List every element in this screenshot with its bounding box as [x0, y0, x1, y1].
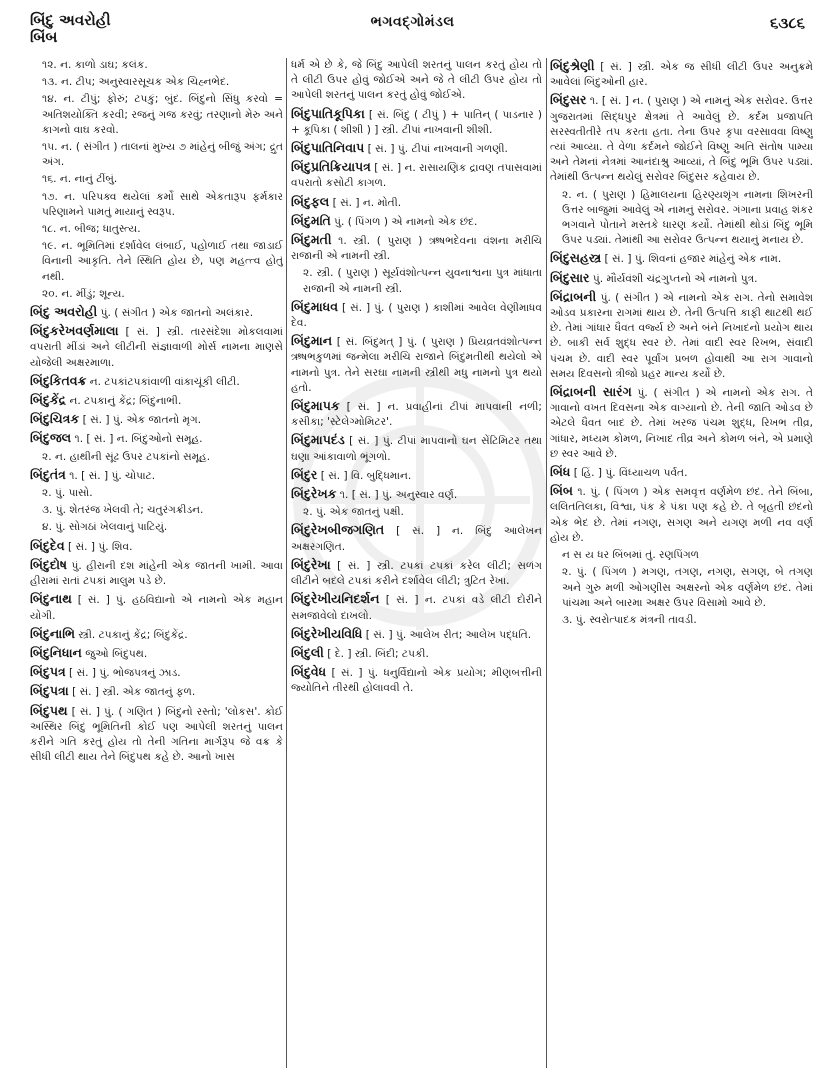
entry-sense	[30, 486, 283, 501]
entry-text: ૧૮. ન. બીજ; ધાતુસ્ત્ય.	[42, 223, 141, 236]
dictionary-entry	[291, 194, 542, 211]
dictionary-entry	[291, 664, 542, 696]
entry-text: [ સં. ] પું. ધનુર્વિદ્યાનો એક પ્રયોગ; મીણબત્તીની જ્યોતિને તીરથી હોલાવવી તે.	[291, 667, 542, 695]
entry-text: [ સં. ] પું. ટીપાં નાખવાની ગળણી.	[364, 143, 508, 156]
entry-text: પું. ( સંગીત ) એક જાતનો અલંકાર.	[97, 307, 254, 320]
entry-text: ૧૪. ન. ટીપું; ફોરું; ટપકું; બુંદ. બિંદુનો સિંધુ કરવો = અતિશયોક્તિ કરવી; રજનું ગજ કરવું; તરણાનો મેરુ અને કાગનો વાઘ કરવો.	[42, 93, 283, 136]
dictionary-entry	[30, 626, 283, 643]
dictionary-entry	[30, 467, 283, 484]
entry-text: ૧૫. ન. ( સંગીત ) તાલનાં મુખ્ય ૭ માંહેનું બીજું અંગ; દ્રુત અંગ.	[42, 141, 283, 169]
entry-sense	[30, 190, 283, 220]
headword: બિંદુપ્રતિક્રિયાપત્ર	[291, 159, 371, 175]
entry-text: ૧૯. ન. ભૂમિતિમાં દર્શાવેલ લંબાઈ, પહોળાઈ તથા જાડાઈ વિનાની આકૃતિ. તેને સ્થિતિ હોય છે, પણ મહત્ત્વ હોતું નથી.	[42, 240, 283, 283]
entry-text: ૩. પું. સ્વરોત્પાદક મંત્રની તાવડી.	[562, 613, 697, 626]
entry-sense	[30, 239, 283, 285]
entry-text: પું. ( પિંગળ ) એ નામનો એક છંદ.	[330, 215, 478, 228]
entry-text: [ સં. ] ન. રાસાયણિક દ્રાવણ તપાસવામાં વપરાતો કસોટી કાગળ.	[291, 162, 542, 190]
headword: બિંદુમતિ	[291, 212, 331, 228]
entry-text: [ સં. ] ન. મોતી.	[329, 196, 402, 209]
entry-text: સ્ત્રી. ટપકાનું કેંદ્ર; બિંદુકેંદ્ર.	[75, 628, 188, 641]
entry-text: [ સં. બિંદુમત્ ] પું. ( પુરાણ ) પ્રિયવ્રતવંશોત્પન્ન ઋષભકુળમાં જન્મેલા મરીચિ રાજાને બિંદુમતીથી થયેલો એ નામનો પુત્ર. તેને સરઘા નામની સ્ત્રીથી મધુ નામનો પુત્ર થયો હતો.	[291, 336, 542, 394]
entry-text: [ હિં. ] પું. વિંધ્યાચળ પર્વત.	[570, 467, 688, 480]
entry-sense	[550, 613, 813, 628]
entry-text: ૧. [ સં. ] પું. ચોપાટ.	[65, 469, 156, 482]
page-number: ૬૩૮૬	[769, 14, 805, 32]
entry-text: ૧૨. ન. કાળો ડાઘ; કલંક.	[42, 59, 148, 71]
dictionary-entry	[30, 411, 283, 428]
entry-text: [ સં. ] પું. હઠવિદ્યાનો એ નામનો એક મહાન યોગી.	[30, 594, 283, 622]
entry-sense	[291, 266, 542, 296]
entry-sense	[30, 58, 283, 73]
headword: બિંદુસર	[550, 92, 587, 108]
entry-text: [ સં. ] સ્ત્રી. એક જ સીધી લીટી ઉપર અનુક્રમે આવેલાં બિંદુઓની હાર.	[550, 61, 813, 89]
entry-text: ધર્મ એ છે કે, જે બિંદુ આપેલી શરતનું પાલન કરતું હોય તો તે લીટી ઉપર હોવું જોઈએ અને જે તે લીટી ઉપર હોય તો આપેલી શરતનું પાલન કરતું હોવું જોઈએ.	[291, 59, 542, 102]
dictionary-entry	[30, 538, 283, 555]
entry-text: [ સં. ] પું. ભોજપત્રનું ઝાડ.	[65, 667, 181, 680]
dictionary-entry	[291, 232, 542, 264]
dictionary-entry	[291, 213, 542, 230]
column-2	[291, 58, 542, 1074]
headword: બિંદુનાભિ	[30, 625, 76, 641]
entry-text: [ સં. ] સ્ત્રી. ટપકાં ટપકાં કરેલ લીટી; સળંગ લીટીને બદલે ટપકાં કરીને દર્શાવેલ લીટી; ત્રુટિત રેખા.	[291, 559, 542, 588]
entry-text: [ દે. ] સ્ત્રી. બિંદી; ટપકી.	[323, 647, 429, 660]
page-header	[0, 0, 825, 54]
headword: બિંદુ અવરોહી	[30, 304, 98, 320]
entry-text: ૧. [ સં. ] પું. અનુસ્વાર વર્ણ.	[336, 489, 458, 502]
dictionary-entry	[291, 398, 542, 430]
dictionary-entry	[291, 159, 542, 191]
dictionary-entry	[291, 522, 542, 554]
dictionary-entry	[550, 289, 813, 382]
dictionary-entry	[291, 486, 542, 503]
entry-text: પું. ( સંગીત ) એ નામનો એક રાગ. તે ગાવાનો વખત દિવસના એક વાગ્યાનો છે. તેની જાતિ ઓડવ છે એટલે ધૈવત બાદ છે. તેમાં ખરજ પંચમ શુદ્ધ, રિખભ તીવ્ર, ગાંધાર, મધ્યમ કોમળ, નિખાદ તીવ્ર અને કોમળ બંને, એ પ્રમાણે છ સ્વર આવે છે.	[550, 387, 813, 460]
entry-text: [ સં. ] સ્ત્રી. તારસંદેશા મોકલવામાં વપરાતી મીંડાં અને લીટીની સંજ્ઞાવાળી મોર્સ નામના માણસે યોજેલી અક્ષરમાળા.	[30, 326, 283, 369]
headword: બિંદુમાપક	[291, 398, 340, 414]
headword: બિંદુવેધ	[291, 664, 327, 680]
entry-text: [ સં. ] સ્ત્રી. એક જાતનું ફળ.	[68, 686, 196, 699]
column-divider	[546, 58, 547, 1068]
dictionary-entry	[30, 373, 283, 390]
entry-sense	[30, 92, 283, 138]
entry-text: [ સં. ] પું. એક જાતનો મૃગ.	[79, 414, 202, 427]
headword: બિંબ	[550, 483, 573, 499]
dictionary-entry	[291, 645, 542, 662]
entry-sense	[30, 450, 283, 465]
headword: બિંદુજલ	[30, 430, 72, 446]
guide-words	[30, 12, 111, 46]
entry-text: ૨૦. ન. મીંડું; શૂન્ય.	[42, 287, 125, 300]
dictionary-entry	[291, 299, 542, 331]
headword: બિંદુપત્ર	[30, 664, 66, 680]
entry-text: [ સં. ] પું. શિવનાં હજાર માંહેનું એક નામ.	[601, 253, 782, 266]
dictionary-entry	[291, 467, 542, 484]
entry-sense	[30, 503, 283, 518]
dictionary-entry	[291, 333, 542, 396]
entry-text: [ સં. ] ન. ટપકાં વડે લીટી દોરીને સમજાવેલો દાખલો.	[291, 594, 542, 622]
entry-text: [ સં. ] ન. બિંદુ આલેખન અક્ષરગણિત.	[291, 525, 542, 553]
headword: બિંદ્રાબની સારંગ	[550, 384, 632, 400]
entry-text: ૧૭. ન. પરિપક્વ થયેલાં કર્મો સાથે એકતારૂપ ફર્મકાર પરિણામને પામતું માયાનું સ્વરૂપ.	[42, 190, 283, 218]
dictionary-entry	[550, 92, 813, 185]
entry-text: પું. હીરાની દશ માંહેની એક જાતની ખામી. આવા હીરામાં રાતાં ટપકાં માલુમ પડે છે.	[30, 559, 283, 588]
dictionary-entry	[291, 626, 542, 643]
headword: બિંદુનાથ	[30, 591, 72, 607]
dictionary-entry	[30, 430, 283, 447]
headword: બિંદુરેખક	[291, 486, 337, 502]
headword: બિંદુર	[291, 466, 318, 482]
dictionary-entry	[30, 683, 283, 700]
headword: બિંદુરેખબીજગણિત	[291, 522, 385, 538]
headword: બિંદુપાતિનિવાપ	[291, 140, 365, 156]
entry-text: [ સં. બિંદુ ( ટીપું ) + પાતિન્ ( પાડનાર ) + કૂપિકા ( શીશી ) ] સ્ત્રી. ટીપાં નાખવાની શીશી.	[291, 108, 542, 136]
entry-text: ૨. સ્ત્રી. ( પુરાણ ) સૂર્યવંશોત્પન્ન યુવનાશ્વના પુત્ર માંધાતા રાજાની એ નામની સ્ત્રી.	[303, 267, 542, 295]
entry-text: ૨. પું. ( પિંગળ ) મગણ, તગણ, નગણ, સગણ, બે તગણ અને ગુરુ મળી ઓગણીસ અક્ષરનો એક વર્ણમેળ છંદ. તેમાં પાંચમા અને બારમા અક્ષર ઉપર વિસામો આવે છે.	[562, 566, 813, 609]
entry-sense	[30, 140, 283, 170]
entry-text: ૧. પું. ( પિંગળ ) એક સમવૃત્ત વર્ણમેળ છંદ. તેને બિંબા, લલિતતિલકા, વિશ્વા, પંક કે પંકા પણ કહે છે. તે બૃહતી છંદનો એક ભેદ છે. તેમાં નગણ, સગણ અને યગણ મળી નવ વર્ણ હોય છે.	[550, 486, 813, 544]
entry-text: પું. મૌર્યવંશી ચંદ્રગુપ્તનો એ નામનો પુત્ર.	[589, 272, 758, 285]
headword: બિંદુરેખીયવિધિ	[291, 625, 363, 641]
entry-sense	[30, 287, 283, 302]
entry-text: [ સં. ] ન. પ્રવાહીનાં ટીપાં માપવાની નળી; કસીકા; 'સ્ટેલેગ્મોમિટર'.	[291, 401, 542, 429]
entry-text: પું. ( સંગીત ) એ નામનો એક રાગ. તેનો સમાવેશ ઓડવ પ્રકારના રાગમાં થાય છે. તેની ઉત્પત્તિ કાફી થાટથી થઈ છે. તેમાં ગાંધાર ધૈવત વર્જ્ય છે અને બંને નિખાદનો પ્રયોગ થાય છે. બાકી સર્વ શુદ્ધ સ્વર છે. તેમાં વાદી સ્વર રિખભ, સંવાદી પંચમ છે. વાદી સ્વર પૂર્વાંગ પ્રબળ હોવાથી આ રાગ ગાવાનો સમય દિવસનો ત્રીજો પ્રહર માન્ય કર્યો છે.	[550, 291, 813, 380]
headword: બિંદ્રાબની	[550, 288, 597, 304]
entry-sense	[30, 520, 283, 535]
headword: બિંદુકેંદ્ર	[30, 392, 67, 408]
dictionary-entry	[30, 304, 283, 321]
entry-text: ન. ટપકાનું કેંદ્ર; બિંદુનાભી.	[66, 395, 182, 408]
headword: બિંદુરેખા	[291, 556, 331, 572]
headword: બિંદુમાધવ	[291, 298, 339, 314]
dictionary-entry	[291, 591, 542, 623]
headword: બિંદુમાન	[291, 333, 333, 349]
entry-text: ૨. પું. એક જાતનું પક્ષી.	[303, 506, 404, 519]
entry-text: [ સં. ] પું. ( પુરાણ ) કાશીમાં આવેલ વેણીમાધવ દેવ.	[291, 301, 542, 330]
headword: બિંદુપથ	[30, 702, 68, 718]
entry-text: ૨. પું. પાસો.	[42, 487, 93, 500]
headword: બિંદુકરેખવર્ણમાલા	[30, 323, 119, 339]
entry-sense	[550, 188, 813, 249]
dictionary-entry	[30, 557, 283, 589]
headword: બિંદુમાપદંડ	[291, 432, 345, 448]
dictionary-entry	[550, 384, 813, 462]
column-3	[550, 58, 813, 1074]
headword: બિંદુતંત્ર	[30, 466, 66, 482]
entry-text: ૧૩. ન. ટીપ; અનુસ્વારસૂચક એક ચિહ્નભેદ.	[42, 76, 230, 89]
entry-sense	[291, 58, 542, 104]
entry-sense	[291, 505, 542, 520]
entry-text: ન. ટપકાંટપકાંવાળી વાંકાચૂંકી લીટી.	[86, 375, 240, 388]
entry-text: ન સ ય ધર બિંબમાં તું. રણપિંગળ	[562, 549, 700, 562]
dictionary-entry	[550, 58, 813, 90]
entry-sense	[30, 172, 283, 187]
headword: બિંદુપત્રા	[30, 683, 69, 699]
dictionary-entry	[291, 432, 542, 464]
dictionary-entry	[30, 664, 283, 681]
dictionary-entry	[30, 591, 283, 623]
entry-text: [ સં. ] પું. આલેખ રીત; આલેખ પદ્ધતિ.	[362, 628, 532, 641]
guide-word-second: બિંબ	[30, 28, 58, 46]
dictionary-entry	[30, 392, 283, 409]
entry-sense	[30, 222, 283, 237]
headword: બિંદુફલ	[291, 193, 330, 209]
entry-sense	[550, 565, 813, 611]
entry-sense	[550, 548, 813, 563]
entry-text: ૧. [ સં. ] ન. ( પુરાણ ) એ નામનું એક સરોવર. ઉત્તર ગુજરાતમાં સિદ્ધપુર ક્ષેત્રમાં તે આવેલું છે. કર્દમ પ્રજાપતિ સરસ્વતીતીરે તપ કરતા હતા. તેના ઉપર કૃપા વરસાવવા વિષ્ણુ ત્યાં આવ્યા. તે વેળા કર્દમને જોઈને વિષ્ણુ અતિ સંતોષ પામ્યા અને તેમનાં નેત્રમાં આનંદાશ્રુ આવ્યાં, તે બિંદુ ભૂમિ ઉપર પડ્યાં. તેમાંથી ઉત્પન્ન થયેલું સરોવર બિંદુસર કહેવાય છે.	[550, 95, 813, 184]
dictionary-entry	[291, 557, 542, 589]
headword: બિંદુદેવ	[30, 537, 65, 553]
headword: બિંદુપાતિકૂપિકા	[291, 105, 365, 121]
entry-text: ૧૬. ન. નાનું ટીંબું.	[42, 173, 118, 186]
dictionary-entry	[550, 464, 813, 481]
headword: બિંદુશ્રેણી	[550, 58, 595, 73]
entry-text: [ સં. ] પું. ટીપાં માપવાનો ઘન સેંટિમિટર તથા ઘણા આંકાવાળો ભૂંગળો.	[291, 435, 542, 463]
guide-word-first: બિંદુ અવરોહી	[30, 11, 111, 29]
column-1	[30, 58, 283, 1074]
entry-text: ૧. સ્ત્રી. ( પુરાણ ) ઋષભદેવના વંશના મરીચિ રાજાની એ નામની સ્ત્રી.	[291, 235, 542, 263]
entry-sense	[30, 75, 283, 90]
dictionary-entry	[550, 270, 813, 287]
headword: બિંદુનિધાન	[30, 644, 82, 660]
entry-text: જુઓ બિંદુપથ.	[81, 647, 148, 660]
dictionary-entry	[550, 250, 813, 267]
entry-text: [ સં. ] પું. ( ગણિત ) બિંદુનો રસ્તો; 'લોકસ'. કોઈ અસ્થિર બિંદુ ભૂમિતિની કોઈ પણ આપેલી શરતનું પાલન કરીને ગતિ કરતું હોય તો તેની ગતિના માર્ગરૂપ જે વક્ર કે સીધી લીટી થાય તેને બિંદુપથ કહે છે. આનો ખાસ	[30, 705, 283, 764]
entry-text: [ સં. ] વિ. બુદ્ધિમાન.	[317, 469, 412, 482]
headword: બિંદુકિતવક્ર	[30, 372, 87, 388]
entry-text: ૧. [ સં. ] ન. બિંદુઓનો સમૂહ.	[71, 433, 203, 446]
headword: બિંદુદોષ	[30, 556, 67, 572]
dictionary-entry	[30, 645, 283, 662]
dictionary-entry	[291, 106, 542, 138]
dictionary-entry	[291, 140, 542, 157]
headword: બિંદુમતી	[291, 232, 332, 248]
headword: બિંદુસાર	[550, 269, 590, 285]
headword: બિંદુચિત્રક	[30, 411, 80, 427]
headword: બિંદુરેખીયનિદર્શન	[291, 591, 380, 607]
headword: બિંદુલી	[291, 644, 324, 660]
dictionary-entry	[550, 483, 813, 546]
book-title: ભગવદ્ગોમંડલ	[370, 14, 455, 30]
entry-text: ૪. પું. સોગઠાં ખેલવાનું પાટિયું.	[42, 521, 168, 534]
headword: બિંધ	[550, 464, 571, 480]
entry-text: ૨. ન. ( પુરાણ ) હિમાલયના હિરણ્યશૃંગ નામના શિખરની ઉત્તર બાજુમાં આવેલું એ નામનું સરોવર. ગંગાના પ્રવાહ શંકર ભગવાને પોતાને મસ્તકે ધારણ કર્યો. તેમાંથી થોડાં બિંદુ ભૂમિ ઉપર પડ્યાં. તેમાંથી આ સરોવર ઉત્પન્ન થયાનું મનાય છે.	[562, 188, 813, 247]
entry-text: ૩. પું. શેતરંજ ખેલવી તે; ચતુરંગક્રીડન.	[42, 504, 204, 517]
dictionary-entry	[30, 703, 283, 766]
column-divider	[286, 58, 287, 1068]
dictionary-entry	[30, 323, 283, 371]
entry-text: [ સં. ] પું. શિવ.	[64, 540, 133, 553]
headword: બિંદુસહસ્ત્ર	[550, 250, 602, 266]
entry-text: ૨. ન. હાથીની સૂંઢ ઉપર ટપકાંનો સમૂહ.	[42, 450, 211, 463]
